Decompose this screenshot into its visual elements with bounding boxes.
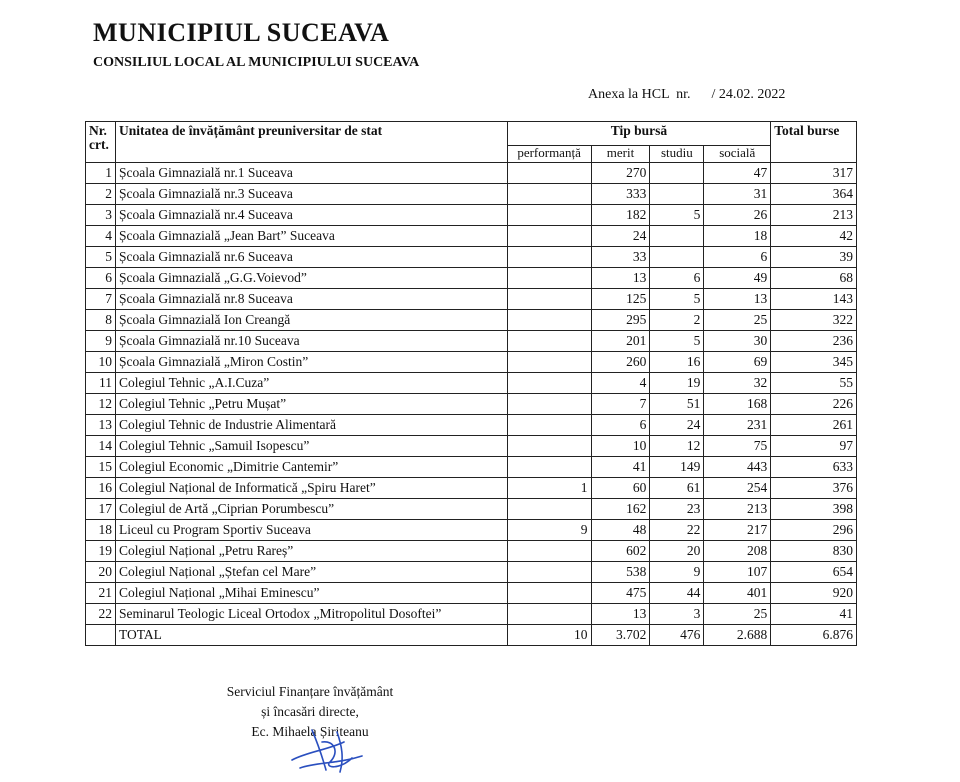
row-performanta xyxy=(507,415,591,436)
header-unit: Unitatea de învățământ preuniversitar de stat xyxy=(115,122,507,163)
row-sociala: 213 xyxy=(704,499,771,520)
row-unit-name: Școala Gimnazială „Miron Costin” xyxy=(115,352,507,373)
row-sociala: 25 xyxy=(704,310,771,331)
row-sociala: 168 xyxy=(704,394,771,415)
table-row xyxy=(86,499,857,520)
row-sociala: 231 xyxy=(704,415,771,436)
row-unit-name: Școala Gimnazială „G.G.Voievod” xyxy=(115,268,507,289)
row-nr: 4 xyxy=(86,226,116,247)
row-total: 261 xyxy=(771,415,857,436)
row-nr: 11 xyxy=(86,373,116,394)
row-studiu: 23 xyxy=(650,499,704,520)
row-nr: 6 xyxy=(86,268,116,289)
table-body xyxy=(86,163,857,625)
row-performanta: 9 xyxy=(507,520,591,541)
row-total: 364 xyxy=(771,184,857,205)
scholarship-table xyxy=(85,121,857,646)
table-row xyxy=(86,541,857,562)
row-performanta xyxy=(507,184,591,205)
row-studiu: 19 xyxy=(650,373,704,394)
table-row xyxy=(86,457,857,478)
row-unit-name: Colegiul de Artă „Ciprian Porumbescu” xyxy=(115,499,507,520)
row-nr: 18 xyxy=(86,520,116,541)
row-studiu: 9 xyxy=(650,562,704,583)
row-performanta xyxy=(507,205,591,226)
handwritten-signature xyxy=(282,722,372,777)
row-merit: 41 xyxy=(591,457,650,478)
row-unit-name: Școala Gimnazială nr.1 Suceava xyxy=(115,163,507,184)
header-studiu: studiu xyxy=(650,145,704,162)
row-nr: 17 xyxy=(86,499,116,520)
total-sociala: 2.688 xyxy=(704,625,771,646)
document-title: MUNICIPIUL SUCEAVA xyxy=(93,18,390,47)
row-unit-name: Colegiul Tehnic de Industrie Alimentară xyxy=(115,415,507,436)
row-unit-name: Colegiul Tehnic „Petru Mușat” xyxy=(115,394,507,415)
footer-department: Serviciul Finanțare învățământ xyxy=(226,684,394,699)
row-nr: 1 xyxy=(86,163,116,184)
row-nr: 14 xyxy=(86,436,116,457)
table-row xyxy=(86,583,857,604)
row-performanta xyxy=(507,604,591,625)
header-nr: Nr. crt. xyxy=(86,122,116,163)
row-merit: 125 xyxy=(591,289,650,310)
table-row xyxy=(86,331,857,352)
table-row xyxy=(86,562,857,583)
row-unit-name: Școala Gimnazială Ion Creangă xyxy=(115,310,507,331)
row-total: 322 xyxy=(771,310,857,331)
row-sociala: 443 xyxy=(704,457,771,478)
total-nr-cell xyxy=(86,625,116,646)
total-performanta: 10 xyxy=(507,625,591,646)
row-studiu: 5 xyxy=(650,331,704,352)
table-row xyxy=(86,268,857,289)
row-studiu: 149 xyxy=(650,457,704,478)
row-merit: 60 xyxy=(591,478,650,499)
row-total: 920 xyxy=(771,583,857,604)
row-nr: 9 xyxy=(86,331,116,352)
row-nr: 19 xyxy=(86,541,116,562)
row-nr: 21 xyxy=(86,583,116,604)
row-studiu: 61 xyxy=(650,478,704,499)
row-performanta xyxy=(507,226,591,247)
row-performanta xyxy=(507,352,591,373)
row-unit-name: Școala Gimnazială nr.3 Suceava xyxy=(115,184,507,205)
row-merit: 333 xyxy=(591,184,650,205)
row-performanta xyxy=(507,373,591,394)
row-merit: 182 xyxy=(591,205,650,226)
row-merit: 48 xyxy=(591,520,650,541)
row-studiu: 16 xyxy=(650,352,704,373)
row-total: 654 xyxy=(771,562,857,583)
row-nr: 12 xyxy=(86,394,116,415)
row-total: 830 xyxy=(771,541,857,562)
row-nr: 13 xyxy=(86,415,116,436)
row-sociala: 208 xyxy=(704,541,771,562)
row-unit-name: Școala Gimnazială nr.10 Suceava xyxy=(115,331,507,352)
row-unit-name: Școala Gimnazială „Jean Bart” Suceava xyxy=(115,226,507,247)
row-sociala: 18 xyxy=(704,226,771,247)
row-studiu xyxy=(650,226,704,247)
row-total: 97 xyxy=(771,436,857,457)
row-sociala: 107 xyxy=(704,562,771,583)
row-unit-name: Colegiul Tehnic „A.I.Cuza” xyxy=(115,373,507,394)
row-studiu xyxy=(650,163,704,184)
total-studiu: 476 xyxy=(650,625,704,646)
row-studiu: 5 xyxy=(650,205,704,226)
row-total: 68 xyxy=(771,268,857,289)
row-merit: 33 xyxy=(591,247,650,268)
row-merit: 295 xyxy=(591,310,650,331)
table-row xyxy=(86,394,857,415)
row-performanta xyxy=(507,268,591,289)
row-total: 42 xyxy=(771,226,857,247)
table-row xyxy=(86,247,857,268)
row-performanta xyxy=(507,541,591,562)
row-sociala: 30 xyxy=(704,331,771,352)
row-studiu: 20 xyxy=(650,541,704,562)
annex-reference: Anexa la HCL nr. / 24.02. 2022 xyxy=(588,87,786,102)
row-performanta xyxy=(507,163,591,184)
table-row xyxy=(86,184,857,205)
row-merit: 270 xyxy=(591,163,650,184)
header-performanta: performanță xyxy=(507,145,591,162)
row-nr: 15 xyxy=(86,457,116,478)
row-nr: 10 xyxy=(86,352,116,373)
row-total: 226 xyxy=(771,394,857,415)
total-merit: 3.702 xyxy=(591,625,650,646)
row-sociala: 254 xyxy=(704,478,771,499)
row-nr: 16 xyxy=(86,478,116,499)
row-total: 41 xyxy=(771,604,857,625)
row-unit-name: Liceul cu Program Sportiv Suceava xyxy=(115,520,507,541)
row-sociala: 75 xyxy=(704,436,771,457)
row-nr: 3 xyxy=(86,205,116,226)
row-nr: 20 xyxy=(86,562,116,583)
row-studiu: 12 xyxy=(650,436,704,457)
row-studiu: 44 xyxy=(650,583,704,604)
total-total: 6.876 xyxy=(771,625,857,646)
row-studiu: 22 xyxy=(650,520,704,541)
row-sociala: 217 xyxy=(704,520,771,541)
header-sociala: socială xyxy=(704,145,771,162)
row-sociala: 49 xyxy=(704,268,771,289)
row-performanta xyxy=(507,562,591,583)
table-row xyxy=(86,163,857,184)
table-row xyxy=(86,436,857,457)
row-total: 317 xyxy=(771,163,857,184)
row-merit: 13 xyxy=(591,604,650,625)
table-row xyxy=(86,604,857,625)
table-row xyxy=(86,520,857,541)
row-unit-name: Colegiul Național „Ștefan cel Mare” xyxy=(115,562,507,583)
row-unit-name: Seminarul Teologic Liceal Ortodox „Mitropolitul Dosoftei” xyxy=(115,604,507,625)
footer-department-2: și încasări directe, xyxy=(261,704,359,719)
row-sociala: 31 xyxy=(704,184,771,205)
row-studiu xyxy=(650,184,704,205)
row-sociala: 6 xyxy=(704,247,771,268)
row-merit: 162 xyxy=(591,499,650,520)
table-row xyxy=(86,226,857,247)
row-performanta xyxy=(507,457,591,478)
header-tip-bursa: Tip bursă xyxy=(507,122,771,146)
row-unit-name: Școala Gimnazială nr.6 Suceava xyxy=(115,247,507,268)
row-unit-name: Colegiul Tehnic „Samuil Isopescu” xyxy=(115,436,507,457)
row-nr: 2 xyxy=(86,184,116,205)
row-sociala: 13 xyxy=(704,289,771,310)
table-row xyxy=(86,289,857,310)
row-studiu xyxy=(650,247,704,268)
row-merit: 13 xyxy=(591,268,650,289)
row-nr: 8 xyxy=(86,310,116,331)
row-performanta xyxy=(507,310,591,331)
row-unit-name: Colegiul Național „Mihai Eminescu” xyxy=(115,583,507,604)
row-merit: 24 xyxy=(591,226,650,247)
row-total: 296 xyxy=(771,520,857,541)
total-row xyxy=(86,625,857,646)
row-sociala: 47 xyxy=(704,163,771,184)
row-studiu: 3 xyxy=(650,604,704,625)
row-merit: 538 xyxy=(591,562,650,583)
row-merit: 602 xyxy=(591,541,650,562)
row-merit: 7 xyxy=(591,394,650,415)
table-row xyxy=(86,352,857,373)
row-total: 39 xyxy=(771,247,857,268)
row-nr: 22 xyxy=(86,604,116,625)
row-performanta xyxy=(507,289,591,310)
table-row xyxy=(86,415,857,436)
row-merit: 4 xyxy=(591,373,650,394)
row-performanta xyxy=(507,394,591,415)
row-sociala: 401 xyxy=(704,583,771,604)
row-merit: 260 xyxy=(591,352,650,373)
row-total: 633 xyxy=(771,457,857,478)
row-unit-name: Școala Gimnazială nr.4 Suceava xyxy=(115,205,507,226)
row-unit-name: Colegiul Național de Informatică „Spiru Haret” xyxy=(115,478,507,499)
table-row xyxy=(86,478,857,499)
row-sociala: 69 xyxy=(704,352,771,373)
row-nr: 7 xyxy=(86,289,116,310)
row-unit-name: Colegiul Național „Petru Rareș” xyxy=(115,541,507,562)
row-studiu: 24 xyxy=(650,415,704,436)
row-unit-name: Școala Gimnazială nr.8 Suceava xyxy=(115,289,507,310)
row-merit: 475 xyxy=(591,583,650,604)
row-merit: 10 xyxy=(591,436,650,457)
row-merit: 6 xyxy=(591,415,650,436)
table-row xyxy=(86,205,857,226)
table-row xyxy=(86,310,857,331)
row-studiu: 5 xyxy=(650,289,704,310)
header-total: Total burse xyxy=(771,122,857,163)
row-performanta xyxy=(507,331,591,352)
row-total: 213 xyxy=(771,205,857,226)
row-studiu: 6 xyxy=(650,268,704,289)
row-sociala: 25 xyxy=(704,604,771,625)
total-label: TOTAL xyxy=(115,625,507,646)
row-sociala: 32 xyxy=(704,373,771,394)
row-performanta xyxy=(507,499,591,520)
row-total: 376 xyxy=(771,478,857,499)
row-performanta xyxy=(507,583,591,604)
row-total: 55 xyxy=(771,373,857,394)
row-total: 398 xyxy=(771,499,857,520)
row-sociala: 26 xyxy=(704,205,771,226)
row-total: 143 xyxy=(771,289,857,310)
row-performanta xyxy=(507,436,591,457)
footer-signatory: Ec. Mihaela Șiriteanu xyxy=(251,724,369,739)
document-subtitle: CONSILIUL LOCAL AL MUNICIPIULUI SUCEAVA xyxy=(93,55,420,70)
row-performanta xyxy=(507,247,591,268)
row-performanta: 1 xyxy=(507,478,591,499)
row-total: 345 xyxy=(771,352,857,373)
table-row xyxy=(86,373,857,394)
row-unit-name: Colegiul Economic „Dimitrie Cantemir” xyxy=(115,457,507,478)
row-studiu: 51 xyxy=(650,394,704,415)
row-studiu: 2 xyxy=(650,310,704,331)
header-merit: merit xyxy=(591,145,650,162)
row-nr: 5 xyxy=(86,247,116,268)
row-merit: 201 xyxy=(591,331,650,352)
row-total: 236 xyxy=(771,331,857,352)
